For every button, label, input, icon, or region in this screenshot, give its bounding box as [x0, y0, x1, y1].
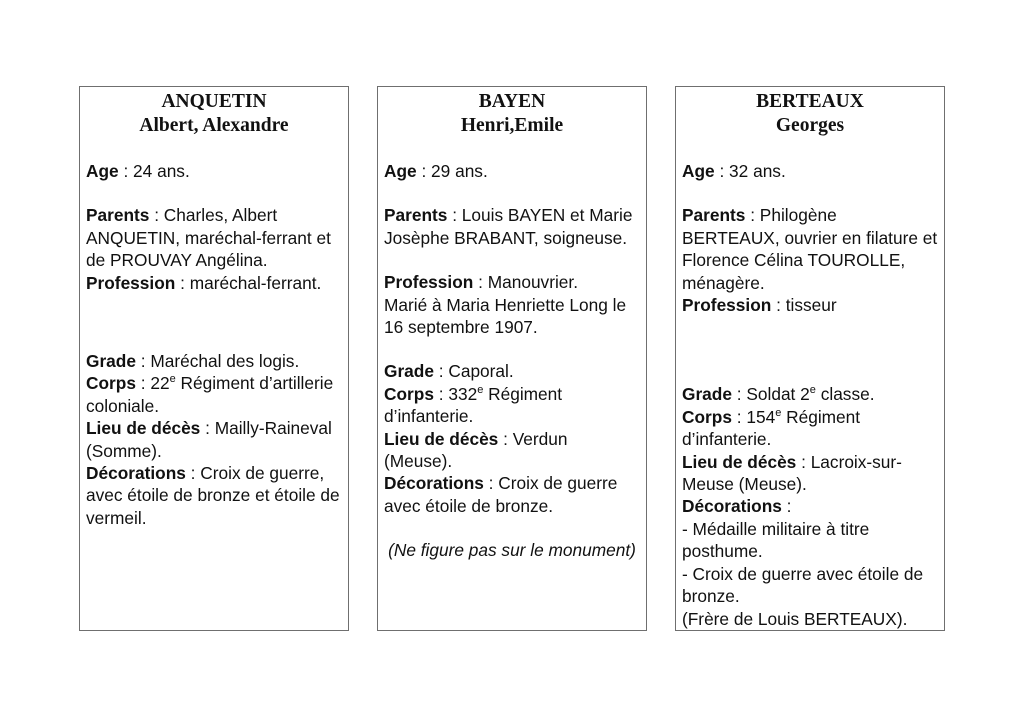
corps-line: Corps : 154e Régiment d’infanterie.: [682, 406, 861, 450]
age-line: Age : 29 ans.: [384, 161, 488, 181]
corps-line: Corps : 332e Régiment d’infanterie.: [384, 383, 563, 427]
decorations-line: Décorations :: [682, 496, 792, 517]
soldier-card-berteaux: [675, 86, 945, 631]
surname: ANQUETIN: [161, 91, 267, 112]
soldier-card-anquetin: [79, 86, 349, 631]
first-names: Henri,Emile: [460, 115, 564, 136]
death-place-line: Lieu de décès : Mailly-Raineval (Somme).: [86, 418, 332, 461]
first-names: Albert, Alexandre: [139, 115, 289, 136]
soldier-card-bayen: [377, 86, 647, 631]
decorations-line: Décorations : Croix de guerre, avec étoile de bronze et étoile de vermeil.: [86, 463, 340, 528]
profession-line: Profession : maréchal-ferrant.: [86, 272, 322, 293]
decoration-item: - Croix de guerre avec étoile de bronze.: [682, 563, 924, 607]
parents-line: Parents : Philogène BERTEAUX, ouvrier en filature et Florence Célina TOUROLLE, ménagère.: [682, 205, 938, 293]
brother-note: (Frère de Louis BERTEAUX).: [682, 608, 908, 629]
grade-line: Grade : Maréchal des logis.: [86, 351, 300, 372]
age-line: Age : 32 ans.: [682, 161, 786, 181]
surname: BERTEAUX: [756, 91, 864, 112]
monument-note: (Ne figure pas sur le monument): [388, 540, 636, 561]
parents-line: Parents : Louis BAYEN et Marie Josèphe BRABANT, soigneuse.: [384, 205, 633, 248]
profession-line: Profession : tisseur: [682, 295, 837, 316]
first-names: Georges: [775, 115, 845, 136]
corps-line: Corps : 22e Régiment d’artillerie coloniale.: [86, 373, 334, 416]
age-line: Age : 24 ans.: [86, 161, 190, 181]
surname: BAYEN: [478, 91, 546, 112]
death-place-line: Lieu de décès : Verdun (Meuse).: [384, 428, 568, 472]
marriage-line: Marié à Maria Henriette Long le 16 septembre 1907.: [384, 294, 627, 338]
decorations-line: Décorations : Croix de guerre avec étoile de bronze.: [384, 473, 618, 516]
death-place-line: Lieu de décès : Lacroix-sur-Meuse (Meuse).: [682, 451, 902, 495]
decoration-item: - Médaille militaire à titre posthume.: [682, 518, 870, 562]
parents-line: Parents : Charles, Albert ANQUETIN, maréchal-ferrant et de PROUVAY Angélina.: [86, 205, 331, 271]
grade-line: Grade : Caporal.: [384, 361, 514, 382]
grade-line: Grade : Soldat 2e classe.: [682, 384, 875, 405]
profession-line: Profession : Manouvrier.: [384, 272, 579, 293]
